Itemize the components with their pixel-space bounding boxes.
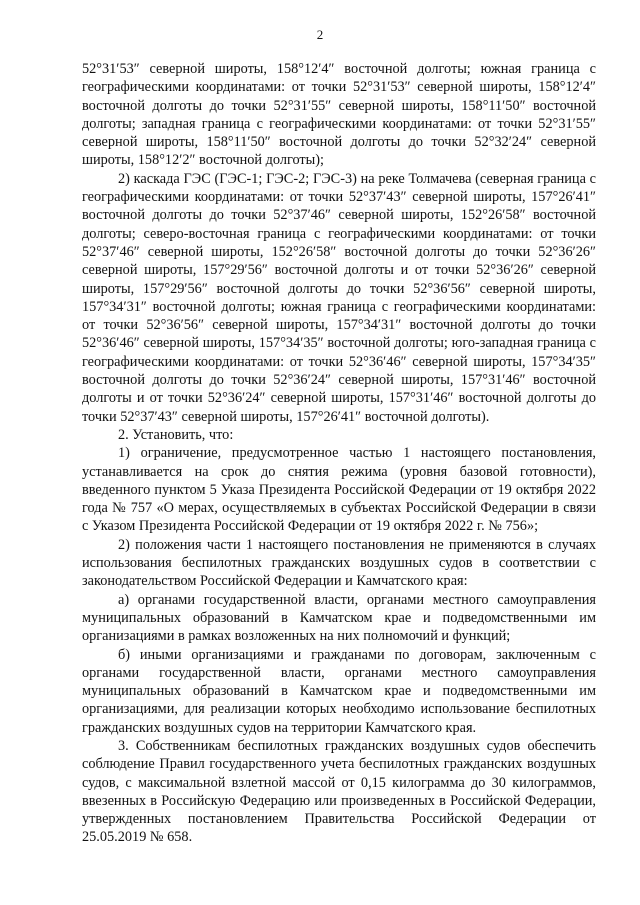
paragraph-item-2-hydro-cascade: 2) каскада ГЭС (ГЭС-1; ГЭС-2; ГЭС-3) на реке Толмачева (северная граница с географическими координатами: от точки 52°37′43″ северной широты, 157°26′41″ восточной долготы до точки 52°37′46″ северной широты, 152°26′58″ восточной долготы; северо-восточная граница с географическими координатами: от точки 52°37′46″ северной широты, 152°26′58″ восточной долготы до точки 52°36′26″ северной широты, 157°29′56″ восточной долготы и от точки 52°36′26″ северной широты, 157°29′56″ восточной долготы до точки 52°36′56″ северной широты, 157°34′31″ восточной долготы; южная граница с географическими координатами: от точки 52°36′56″ северной широты, 157°34′31″ восточной долготы до точки 52°36′46″ северной широты, 157°34′35″ восточной долготы; юго-западная граница с географическими координатами: от точки 52°36′46″ северной широты, 157°34′35″ восточной долготы до точки 52°36′24″ северной широты, 157°31′46″ восточной долготы и от точки 52°36′24″ северной широты, 157°31′46″ восточной долготы до точки 52°37′43″ северной широты, 157°26′41″ восточной долготы). <box>82 170 596 425</box>
paragraph-section-2-item-1: 1) ограничение, предусмотренное частью 1 настоящего постановления, устанавливается на срок до снятия режима (уровня базовой готовности), введенного пунктом 5 Указа Президента Российской Федерации от 19 октября 2022 года № 757 «О мерах, осуществляемых в субъектах Российской Федерации в связи с Указом Президента Российской Федерации от 19 октября 2022 г. № 756»; <box>82 445 596 535</box>
paragraph-subitem-b: б) иными организациями и гражданами по договорам, заключенным с органами государственной власти, органами местного самоуправления муниципальных образований в Камчатском крае и подведомственными им организациями, для реализации которых необходимо использование беспилотных гражданских воздушных судов на территории Камчатского края. <box>82 646 596 736</box>
paragraph-subitem-a: а) органами государственной власти, органами местного самоуправления муниципальных образований в Камчатском крае и подведомственными им организациями в рамках возложенных на них полномочий и функций; <box>82 591 596 645</box>
paragraph-section-2-heading: 2. Установить, что: <box>118 426 234 443</box>
document-body <box>82 60 596 847</box>
paragraph-coordinates-continued: 52°31′53″ северной широты, 158°12′4″ восточной долготы; южная граница с географическими координатами: от точки 52°31′53″ северной широты, 158°12′4″ восточной долготы до точки 52°31′55″ северной широты, 158°11′50″ восточной долготы; западная граница с географическими координатами: от точки 52°31′55″ северной широты, 158°11′50″ восточной долготы до точки 52°32′24″ северной широты, 158°12′2″ восточной долготы); <box>82 61 596 169</box>
paragraph-section-3: 3. Собственникам беспилотных гражданских воздушных судов обеспечить соблюдение Правил государственного учета беспилотных гражданских воздушных судов, с максимальной взлетной массой от 0,15 килограмма до 30 килограммов, ввезенных в Российскую Федерацию или произведенных в Российской Федерации, утвержденных постановлением Правительства Российской Федерации от 25.05.2019 № 658. <box>82 737 596 846</box>
page-number: 2 <box>316 27 324 42</box>
paragraph-section-2-item-2: 2) положения части 1 настоящего постановления не применяются в случаях использования беспилотных гражданских воздушных судов в соответствии с законодательством Российской Федерации и Камчатского края: <box>82 536 596 590</box>
